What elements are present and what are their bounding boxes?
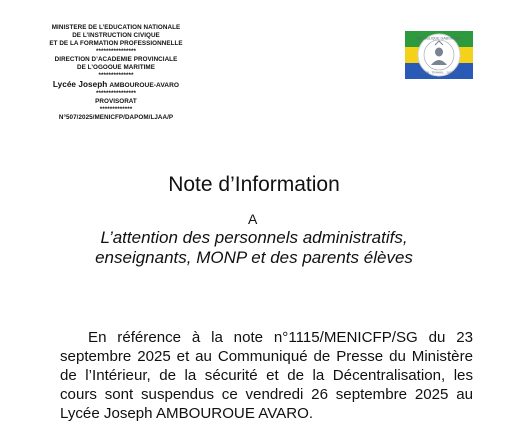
addressee-line-1: L’attention des personnels administratifs, — [100, 228, 408, 247]
ministry-line-2: DE L’INSTRUCTION CIVIQUE — [72, 32, 160, 39]
seal-motto-text: UNION · TRAVAIL · JUSTICE — [419, 70, 459, 75]
provisorat-line: PROVISORAT — [95, 98, 137, 105]
document-title: Note d’Information — [168, 173, 340, 196]
school-name — [36, 81, 196, 90]
body-paragraph: En référence à la note n°1115/MENICFP/SG du 23 septembre 2025 et au Communiqué de Presse du Ministère de l’Intérieur, de la sécurité et de la Décentralisation, les cours sont suspendus ce vendredi 26 septembre 2025 au Lycée Joseph AMBOUROUE AVARO. — [60, 329, 473, 422]
school-name-suffix: AMBOUROUE-AVARO — [109, 82, 180, 89]
addressee-block — [0, 228, 508, 268]
separator-1: **************** — [95, 48, 136, 55]
separator-3: **************** — [95, 90, 136, 97]
gabon-flag-seal-icon — [405, 31, 473, 79]
seal-title-text: RÉPUBLIQUE GABONAISE — [416, 36, 462, 41]
addressee-to: A — [248, 211, 258, 227]
ministry-line-1: MINISTERE DE L’EDUCATION NATIONALE — [51, 24, 181, 31]
ministry-line-3: ET DE LA FORMATION PROFESSIONNELLE — [49, 40, 183, 47]
separator-4: ************* — [99, 106, 133, 113]
letterhead — [36, 24, 196, 122]
direction-line-1: DIRECTION D’ACADEMIE PROVINCIALE — [54, 56, 178, 63]
reference-number: N°507/2025/MENICFP/DAPOM/LJAA/P — [58, 114, 174, 121]
direction-line-2: DE L’OGOOUE MARITIME — [77, 64, 155, 71]
school-name-prefix: Lycée Joseph — [52, 80, 108, 89]
addressee-line-2: enseignants, MONP et des parents élèves — [95, 248, 413, 267]
separator-2: ************** — [98, 72, 134, 79]
republic-seal-emblem — [405, 31, 473, 79]
